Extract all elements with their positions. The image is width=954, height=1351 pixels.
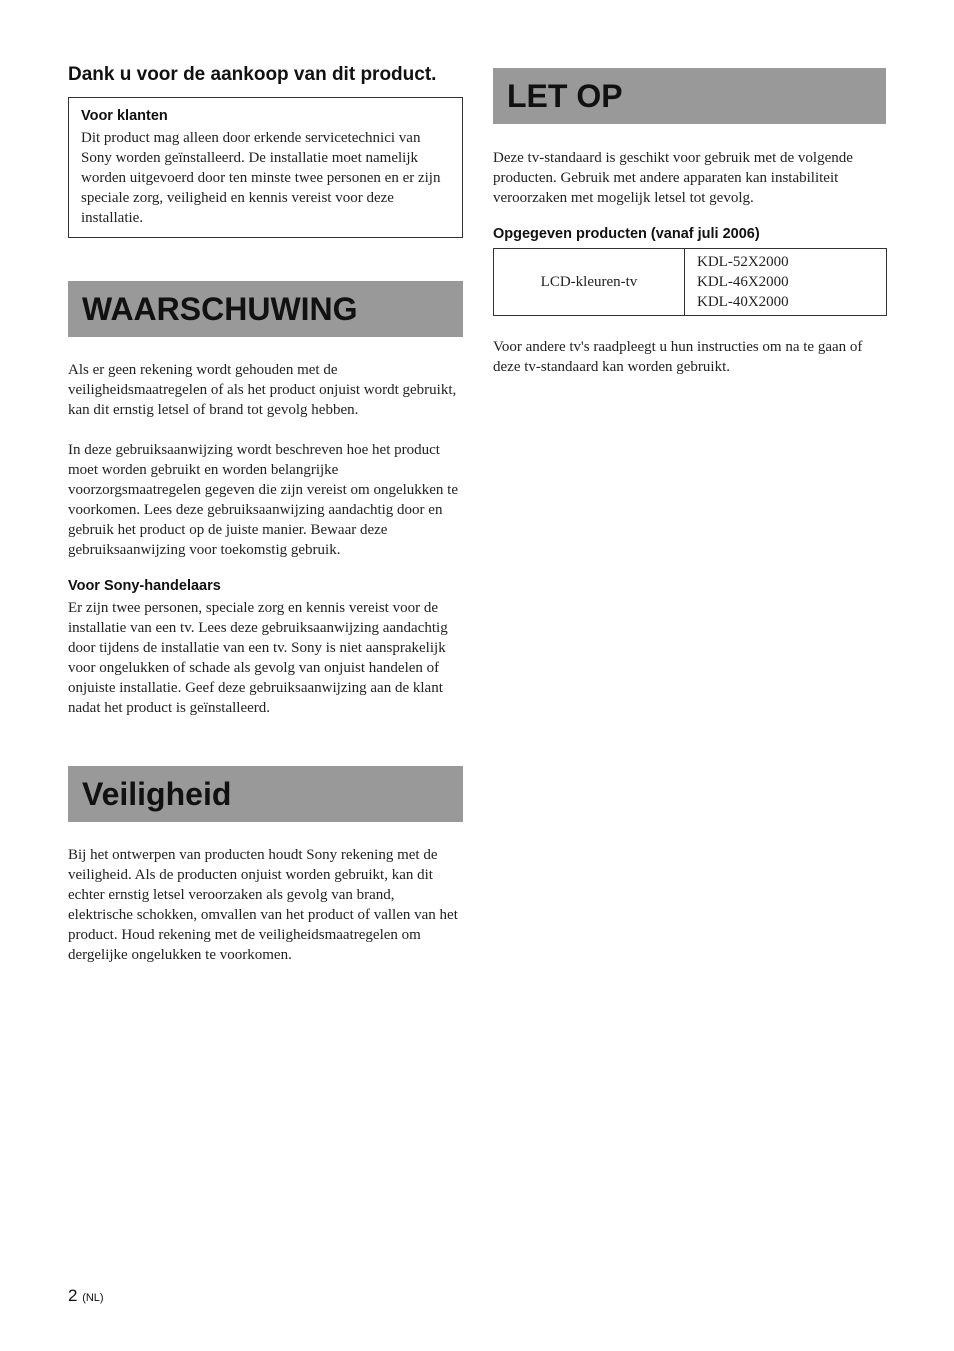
dealers-heading: Voor Sony-handelaars bbox=[68, 578, 221, 594]
language-code: (NL) bbox=[82, 1292, 104, 1304]
intro-title: Dank u voor de aankoop van dit product. bbox=[68, 64, 437, 85]
model-item: KDL-40X2000 bbox=[697, 294, 789, 310]
other-tv-text: Voor andere tv's raadpleegt u hun instructies om na te gaan of deze tv-standaard kan worden gebruikt. bbox=[493, 339, 863, 375]
warning-paragraph-2: In deze gebruiksaanwijzing wordt beschreven hoe het product moet worden gebruikt en worden belangrijke voorzorgsmaatregelen gegeven die zijn vereist om ongelukken te voorkomen. Lees deze gebruiksaanwijzing aandachtig door en gebruik het product op de juiste manier. Bewaar deze gebruiksaanwijzing voor toekomstig gebruik. bbox=[68, 442, 458, 558]
left-column bbox=[68, 62, 463, 965]
safety-banner: Veiligheid bbox=[68, 766, 463, 822]
products-table bbox=[493, 248, 887, 316]
customer-notice-box bbox=[68, 97, 463, 238]
page-footer bbox=[68, 1286, 104, 1306]
products-heading: Opgegeven producten (vanaf juli 2006) bbox=[493, 226, 760, 242]
right-column bbox=[493, 68, 886, 377]
customer-notice-text: Dit product mag alleen door erkende servicetechnici van Sony worden geïnstalleerd. De installatie moet namelijk worden uitgevoerd door ten minste twee personen en er zijn speciale zorg, veiligheid en kennis vereist voor deze installatie. bbox=[81, 130, 441, 226]
product-models-cell bbox=[685, 249, 887, 316]
table-row bbox=[494, 249, 887, 316]
model-item: KDL-52X2000 bbox=[697, 254, 789, 270]
page-number: 2 bbox=[68, 1286, 78, 1305]
product-category-cell: LCD-kleuren-tv bbox=[494, 249, 685, 316]
customer-notice-heading: Voor klanten bbox=[81, 108, 168, 124]
dealers-text: Er zijn twee personen, speciale zorg en kennis vereist voor de installatie van een tv. Lees deze gebruiksaanwijzing aandachtig door tijdens de installatie van een tv. Sony is niet aansprakelijk voor ongelukken of schade als gevolg van onjuist handelen of onjuiste installatie. Geef deze gebruiksaanwijzing aan de klant nadat het product is geïnstalleerd. bbox=[68, 600, 448, 716]
letop-banner: LET OP bbox=[493, 68, 886, 124]
safety-text: Bij het ontwerpen van producten houdt Sony rekening met de veiligheid. Als de producten onjuist worden gebruikt, kan dit echter ernstig letsel veroorzaken als gevolg van brand, elektrische schokken, omvallen van het product of vallen van het product. Houd rekening met de veiligheidsmaatregelen om dergelijke ongelukken te voorkomen. bbox=[68, 847, 458, 963]
warning-banner: WAARSCHUWING bbox=[68, 281, 463, 337]
warning-paragraph-1: Als er geen rekening wordt gehouden met de veiligheidsmaatregelen of als het product onjuist wordt gebruikt, kan dit ernstig letsel of brand tot gevolg hebben. bbox=[68, 362, 457, 418]
letop-text: Deze tv-standaard is geschikt voor gebruik met de volgende producten. Gebruik met andere apparaten kan instabiliteit veroorzaken met mogelijk letsel tot gevolg. bbox=[493, 150, 853, 206]
model-item: KDL-46X2000 bbox=[697, 274, 789, 290]
